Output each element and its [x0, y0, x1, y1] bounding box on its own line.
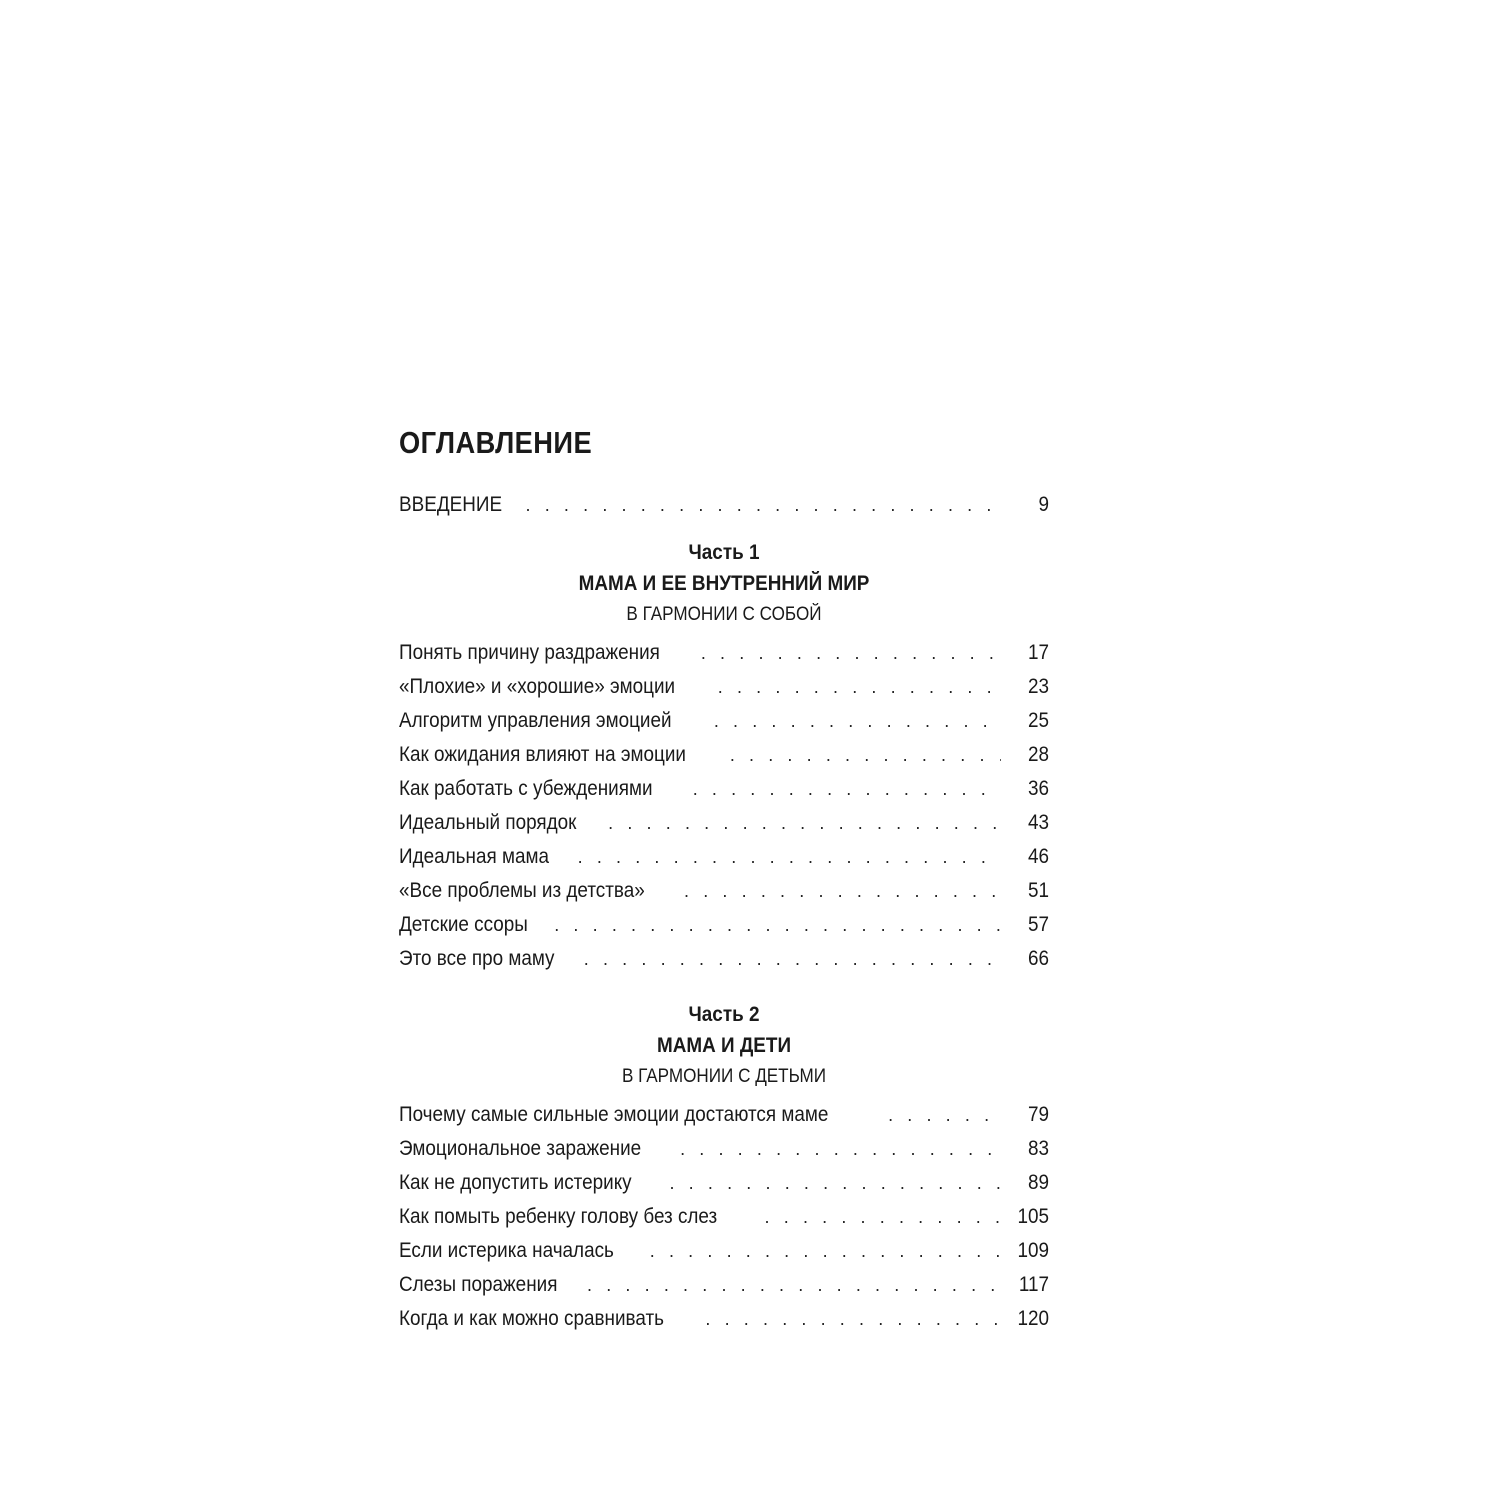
toc-entry[interactable] [399, 806, 1049, 840]
toc-entry-page: 17 [1027, 641, 1049, 664]
part-1-header [399, 538, 1049, 630]
part-label: Часть 2 [688, 1003, 760, 1026]
dot-leader [554, 908, 1001, 942]
toc-entry[interactable] [399, 1200, 1049, 1234]
toc-entry-page: 43 [1027, 811, 1049, 834]
toc-entry-title: Детские ссоры [399, 913, 528, 936]
toc-entry[interactable] [399, 772, 1049, 806]
toc-entry-title: Идеальная мама [399, 845, 549, 868]
dot-leader [526, 488, 1001, 522]
toc-entry-page: 117 [1018, 1273, 1049, 1296]
toc-entry-title: Почему самые сильные эмоции достаются маме [399, 1103, 829, 1126]
dot-leader [730, 738, 1001, 772]
toc-entry-title: Это все про маму [399, 947, 555, 970]
toc-entry-title: Идеальный порядок [399, 811, 577, 834]
toc-entry-page: 109 [1017, 1239, 1049, 1262]
toc-entry[interactable] [399, 1166, 1049, 1200]
dot-leader [578, 840, 1001, 874]
toc-entry[interactable] [399, 908, 1049, 942]
dot-leader [684, 874, 1001, 908]
toc-entry-title: Если истерика началась [399, 1239, 614, 1262]
toc-entry-intro[interactable] [399, 488, 1049, 522]
toc-entry-title: Когда и как можно сравнивать [399, 1307, 664, 1330]
toc-entry-page: 51 [1027, 879, 1049, 902]
dot-leader [680, 1132, 1001, 1166]
toc-entry-title: Как не допустить истерику [399, 1171, 632, 1194]
toc-entry-title: Эмоциональное заражение [399, 1137, 642, 1160]
part-name: МАМА И ДЕТИ [656, 1034, 792, 1057]
part-1-entries [399, 636, 1049, 976]
toc-entry[interactable] [399, 1268, 1049, 1302]
dot-leader [888, 1098, 1001, 1132]
toc-entry[interactable] [399, 942, 1049, 976]
toc-entry[interactable] [399, 1132, 1049, 1166]
toc-entry[interactable] [399, 1302, 1049, 1336]
toc-entry-page: 25 [1027, 709, 1049, 732]
toc-entry-page: 36 [1027, 777, 1049, 800]
toc-entry-title: Как работать с убеждениями [399, 777, 653, 800]
part-label: Часть 1 [688, 541, 760, 564]
dot-leader [650, 1234, 1001, 1268]
toc-entry-title: «Плохие» и «хорошие» эмоции [399, 675, 676, 698]
toc-title: ОГЛАВЛЕНИЕ [399, 425, 593, 460]
table-of-contents [399, 418, 1049, 1336]
toc-entry[interactable] [399, 704, 1049, 738]
toc-entry[interactable] [399, 670, 1049, 704]
toc-entry[interactable] [399, 1234, 1049, 1268]
toc-entry-page: 66 [1027, 947, 1049, 970]
toc-entry[interactable] [399, 874, 1049, 908]
part-subtitle: В ГАРМОНИИ С СОБОЙ [626, 604, 822, 625]
dot-leader [584, 942, 1001, 976]
toc-entry-page: 57 [1027, 913, 1049, 936]
part-name: МАМА И ЕЕ ВНУТРЕННИЙ МИР [578, 572, 870, 595]
toc-entry-title: Как помыть ребенку голову без слез [399, 1205, 718, 1228]
dot-leader [705, 1302, 1001, 1336]
toc-entry-title: Понять причину раздражения [399, 641, 660, 664]
toc-entry[interactable] [399, 840, 1049, 874]
toc-entry-page: 105 [1017, 1205, 1049, 1228]
part-2-entries [399, 1098, 1049, 1336]
dot-leader [765, 1200, 1001, 1234]
dot-leader [587, 1268, 1001, 1302]
toc-entry[interactable] [399, 636, 1049, 670]
toc-entry-title: Как ожидания влияют на эмоции [399, 743, 686, 766]
part-2-header [399, 1000, 1049, 1092]
dot-leader [693, 772, 1001, 806]
dot-leader [608, 806, 1001, 840]
dot-leader [718, 670, 1001, 704]
toc-entry-title: Алгоритм управления эмоцией [399, 709, 672, 732]
toc-entry-page: 79 [1027, 1103, 1049, 1126]
toc-entry-page: 89 [1027, 1171, 1049, 1194]
toc-entry-page: 46 [1027, 845, 1049, 868]
toc-entry-page: 9 [1038, 493, 1049, 516]
toc-entry[interactable] [399, 1098, 1049, 1132]
toc-entry-page: 23 [1027, 675, 1049, 698]
dot-leader [701, 636, 1001, 670]
toc-entry-title: «Все проблемы из детства» [399, 879, 645, 902]
toc-entry-page: 28 [1027, 743, 1049, 766]
toc-entry-title: Слезы поражения [399, 1273, 558, 1296]
toc-entry-page: 83 [1027, 1137, 1049, 1160]
toc-entry-page: 120 [1017, 1307, 1049, 1330]
toc-entry-title: ВВЕДЕНИЕ [399, 493, 503, 516]
dot-leader [714, 704, 1001, 738]
part-subtitle: В ГАРМОНИИ С ДЕТЬМИ [621, 1066, 827, 1087]
toc-entry[interactable] [399, 738, 1049, 772]
dot-leader [669, 1166, 1001, 1200]
